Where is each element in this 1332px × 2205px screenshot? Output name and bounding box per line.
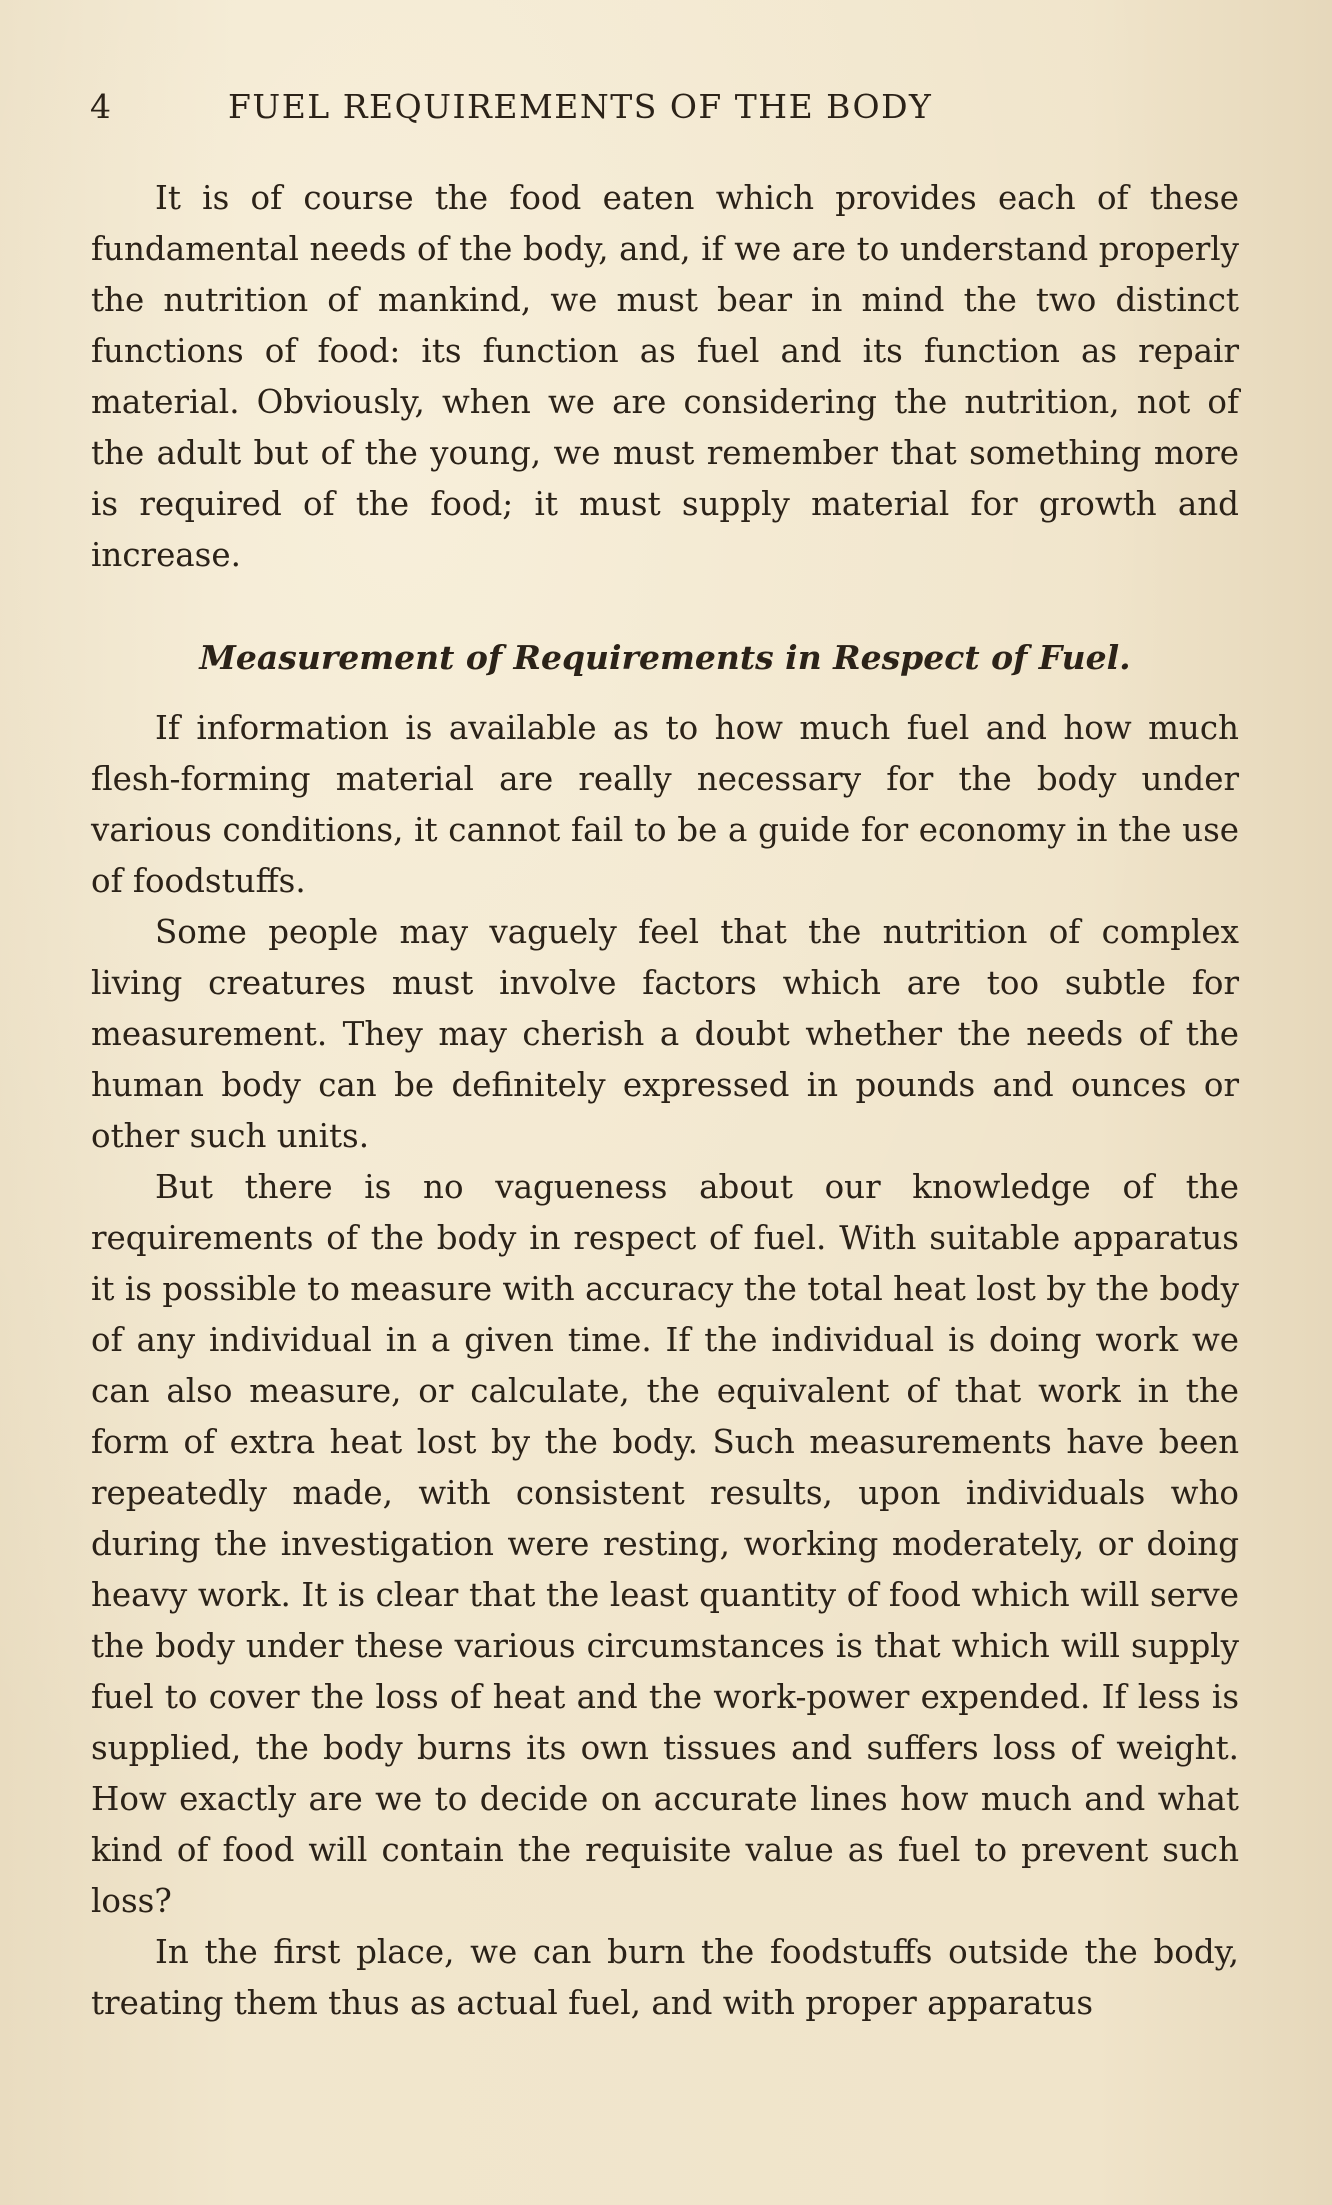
body-text — [91, 173, 1239, 2029]
running-head-title: FUEL REQUIREMENTS OF THE BODY — [228, 87, 933, 126]
paragraph: But there is no vagueness about our knowledge of the requirements of the body in respect of fuel. With suitable apparatus it is possible to measure with accuracy the total heat lost by the body of any individual in a given time. If the individual is doing work we can also measure, or calculate, the equivalent of that work in the form of extra heat lost by the body. Such measurements have been repeatedly made, with consistent results, upon individuals who during the investigation were resting, working moderately, or doing heavy work. It is clear that the least quantity of food which will serve the body under these various circumstances is that which will supply fuel to cover the loss of heat and the work-power expended. If less is supplied, the body burns its own tissues and suffers loss of weight. How exactly are we to decide on accurate lines how much and what kind of food will contain the requisite value as fuel to prevent such loss? — [91, 1168, 1239, 1920]
paragraph: In the first place, we can burn the foodstuffs outside the body, treating them thus as actual fuel, and with proper apparatus — [91, 1933, 1239, 2022]
paragraph-intro: It is of course the food eaten which provides each of these fundamental needs of the body, and, if we are to understand properly the nutrition of mankind, we must bear in mind the two distinct functions of food: its function as fuel and its function as repair material. Obviously, when we are considering the nutrition, not of the adult but of the young, we must remember that something more is required of the food; it must supply material for growth and increase. — [91, 179, 1239, 574]
paragraph: Some people may vaguely feel that the nutrition of complex living creatures must involve factors which are too subtle for measurement. They may cherish a doubt whether the needs of the human body can be definitely expressed in pounds and ounces or other such units. — [91, 913, 1239, 1155]
section-heading: Measurement of Requirements in Respect of Fuel. — [199, 638, 1131, 677]
running-head — [90, 82, 1240, 132]
page-number: 4 — [90, 87, 113, 126]
paragraph: If information is available as to how much fuel and how much flesh-forming material are really necessary for the body under various conditions, it cannot fail to be a guide for economy in the use of foodstuffs. — [91, 709, 1239, 900]
